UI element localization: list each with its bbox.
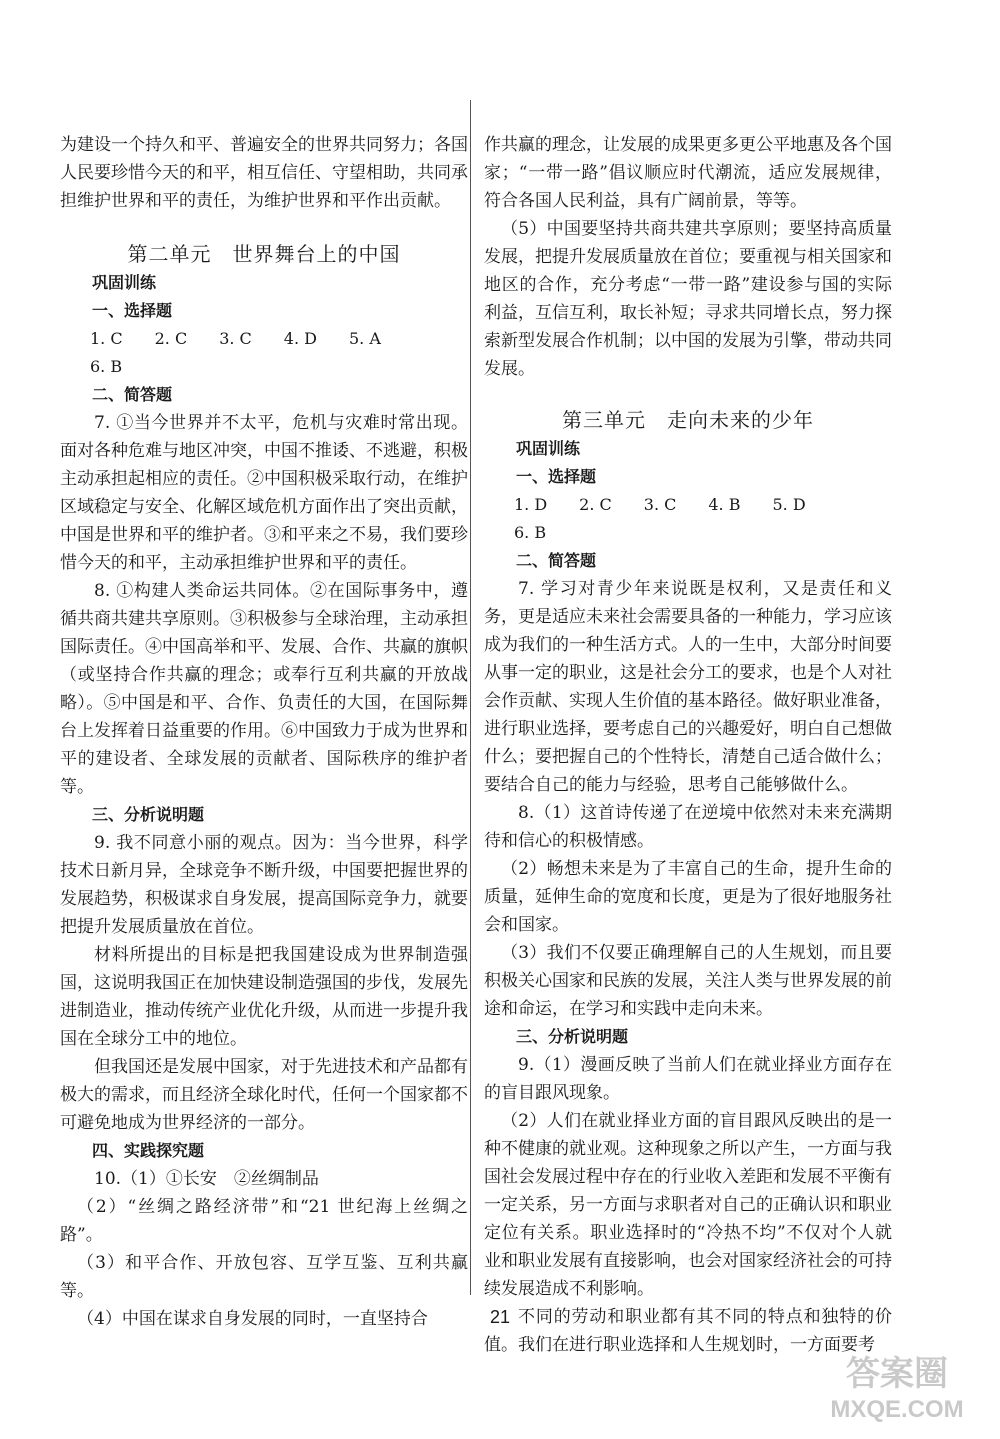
consolidate-heading: 巩固训练 <box>92 273 157 292</box>
column-divider <box>470 100 471 1295</box>
unit3-title: 第三单元 走向未来的少年 <box>562 408 814 432</box>
answer-q10-1: 10.（1）①长安 ②丝绸制品 <box>94 1169 319 1189</box>
analysis-heading: 三、分析说明题 <box>92 805 205 824</box>
answer-q10-4: （4）中国在谋求自身发展的同时，一直坚持合 <box>77 1309 428 1329</box>
answer-q8-2: （2）畅想未来是为了丰富自己的生命，提升生命的质量，延伸生命的宽度和长度，更是为了很好地服务社会和国家。 <box>484 859 892 935</box>
right-column <box>484 131 892 1359</box>
unit2-title: 第二单元 世界舞台上的中国 <box>127 242 401 266</box>
answer-q7: 7. ①当今世界并不太平，危机与灾难时常出现。面对各种危难与地区冲突，中国不推诿、不逃避，积极主动承担起相应的责任。②中国积极采取行动，在维护区域稳定与安全、化解区域危机方面作出了突出贡献，中国是世界和平的维护者。③和平来之不易，我们要珍惜今天的和平，主动承担维护世界和平的责任。 <box>60 413 468 573</box>
consolidate-heading: 巩固训练 <box>516 439 581 458</box>
answer-q9-para1: 9. 我不同意小丽的观点。因为：当今世界，科学技术日新月异，全球竞争不断升级，中国要把握世界的发展趋势，积极谋求自身发展，提高国际竞争力，就要把提升发展质量放在首位。 <box>60 833 468 937</box>
answer-q8-1: 8.（1）这首诗传递了在逆境中依然对未来充满期待和信心的积极情感。 <box>484 803 892 851</box>
choice-answers-line2: 6. B <box>514 523 547 542</box>
short-answer-heading: 二、简答题 <box>516 551 597 570</box>
watermark-logo <box>812 1345 982 1425</box>
choice-answers-line1: 1. C 2. C 3. C 4. D 5. A <box>90 329 381 348</box>
intro-paragraph: 为建设一个持久和平、普遍安全的世界共同努力；各国人民要珍惜今天的和平，相互信任、守望相助，共同承担维护世界和平的责任，为维护世界和平作出贡献。 <box>60 135 468 211</box>
answer-q8-3: （3）我们不仅要正确理解自己的人生规划，而且要积极关心国家和民族的发展，关注人类与世界发展的前途和命运，在学习和实践中走向未来。 <box>484 943 892 1019</box>
choice-heading: 一、选择题 <box>92 301 173 320</box>
answer-q7: 7. 学习对青少年来说既是权利，又是责任和义务，更是适应未来社会需要具备的一种能力，学习应该成为我们的一种生活方式。人的一生中，大部分时间要从事一定的职业，这是社会分工的要求，也是个人对社会作贡献、实现人生价值的基本路径。做好职业准备，进行职业选择，要考虑自己的兴趣爱好，明白自己想做什么；要把握自己的个性特长，清楚自己适合做什么；要结合自己的能力与经验，思考自己能够做什么。 <box>484 579 892 795</box>
page-number: 21 <box>489 1307 511 1327</box>
answer-q8: 8. ①构建人类命运共同体。②在国际事务中，遵循共商共建共享原则。③积极参与全球治理，主动承担国际责任。④中国高举和平、发展、合作、共赢的旗帜（或坚持合作共赢的理念；或奉行互利共赢的开放战略）。⑤中国是和平、合作、负责任的大国，在国际舞台上发挥着日益重要的作用。⑥中国致力于成为世界和平的建设者、全球发展的贡献者、国际秩序的维护者等。 <box>60 581 468 797</box>
practice-heading: 四、实践探究题 <box>92 1141 205 1160</box>
continued-paragraph: 作共赢的理念，让发展的成果更多更公平地惠及各个国家；“一带一路”倡议顺应时代潮流，适应发展规律，符合各国人民利益，具有广阔前景，等等。 <box>484 135 892 211</box>
left-column <box>60 131 468 1333</box>
answer-q9-2: （2）人们在就业择业方面的盲目跟风反映出的是一种不健康的就业观。这种现象之所以产生，一方面与我国社会发展过程中存在的行业收入差距和发展不平衡有一定关系，另一方面与求职者对自己的正确认识和职业定位有关系。职业选择时的“冷热不均”不仅对个人就业和职业发展有直接影响，也会对国家经济社会的可持续发展造成不利影响。 <box>484 1111 892 1299</box>
answer-q9-3: 不同的劳动和职业都有其不同的特点和独特的价值。我们在进行职业选择和人生规划时，一方面要考 <box>484 1307 892 1355</box>
watermark-url: MXQE.COM <box>830 1396 964 1423</box>
answer-q9-para2: 材料所提出的目标是把我国建设成为世界制造强国，这说明我国正在加快建设制造强国的步伐，发展先进制造业，推动传统产业优化升级，从而进一步提升我国在全球分工中的地位。 <box>60 945 468 1049</box>
short-answer-heading: 二、简答题 <box>92 385 173 404</box>
answer-q10-5: （5）中国要坚持共商共建共享原则；要坚持高质量发展，把提升发展质量放在首位；要重视与相关国家和地区的合作，充分考虑“一带一路”建设参与国的实际利益，互信互利，取长补短；寻求共同增长点，努力探索新型发展合作机制；以中国的发展为引擎，带动共同发展。 <box>484 219 892 379</box>
answer-q9-para3: 但我国还是发展中国家，对于先进技术和产品都有极大的需求，而且经济全球化时代，任何一个国家都不可避免地成为世界经济的一部分。 <box>60 1057 468 1133</box>
answer-q9-1: 9.（1）漫画反映了当前人们在就业择业方面存在的盲目跟风现象。 <box>484 1055 892 1103</box>
answer-q10-3: （3）和平合作、开放包容、互学互鉴、互利共赢等。 <box>60 1253 468 1301</box>
choice-answers-line1: 1. D 2. C 3. C 4. B 5. D <box>514 495 806 514</box>
watermark-text: 答案圈 <box>846 1355 948 1393</box>
analysis-heading: 三、分析说明题 <box>516 1027 629 1046</box>
choice-heading: 一、选择题 <box>516 467 597 486</box>
choice-answers-line2: 6. B <box>90 357 123 376</box>
answer-q10-2: （2）“丝绸之路经济带”和“21 世纪海上丝绸之路”。 <box>60 1197 468 1245</box>
